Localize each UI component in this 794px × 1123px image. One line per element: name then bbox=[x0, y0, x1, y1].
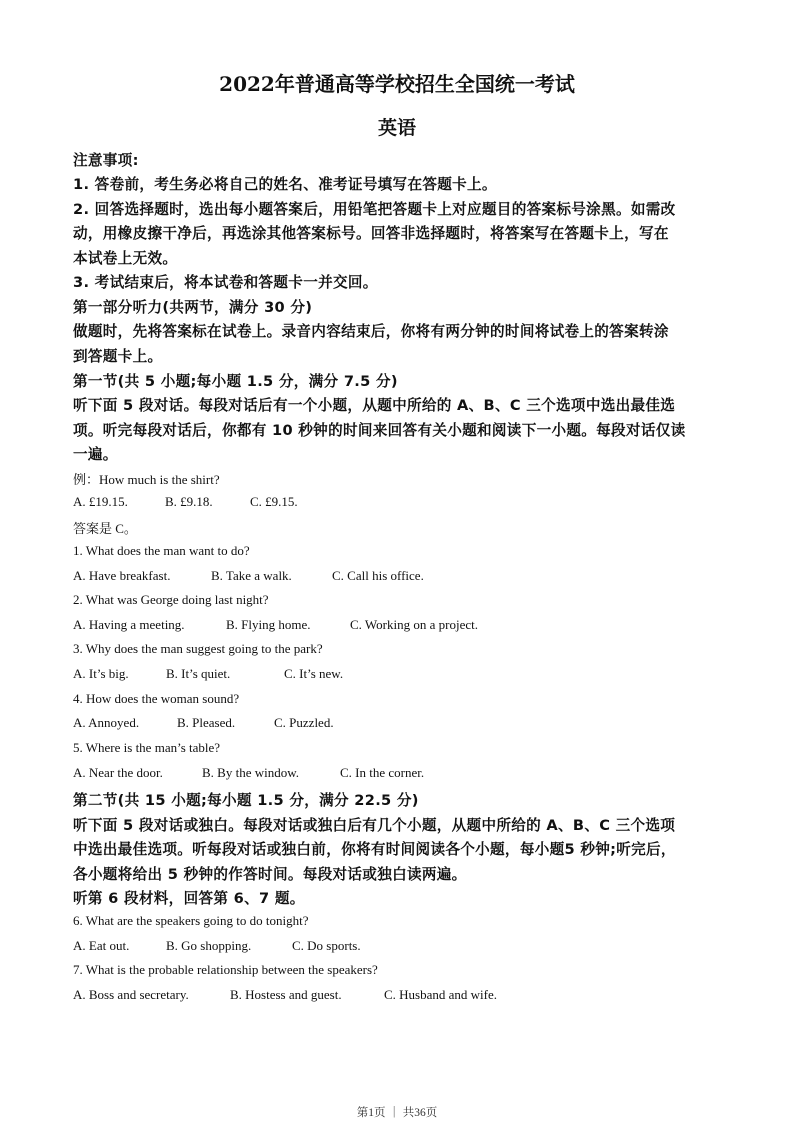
option: A. Annoyed. bbox=[73, 715, 140, 730]
notice-heading: 注意事项: bbox=[73, 152, 139, 169]
question: 6. What are the speakers going to do tonight? bbox=[73, 913, 309, 928]
example-options bbox=[73, 494, 298, 510]
notice-item: 动，用橡皮擦干净后，再选涂其他答案标号。回答非选择题时，将答案写在答题卡上，写在 bbox=[73, 225, 669, 242]
section1-heading: 第一节(共 5 小题;每小题 1.5 分，满分 7.5 分) bbox=[73, 373, 398, 390]
exam-title: 2022年普通高等学校招生全国统一考试 bbox=[219, 72, 575, 96]
section2-instruction: 各小题将给出 5 秒钟的作答时间。每段对话或独白读两遍。 bbox=[73, 866, 467, 883]
option: C. Puzzled. bbox=[274, 715, 334, 730]
section2-heading: 第二节(共 15 小题;每小题 1.5 分，满分 22.5 分) bbox=[73, 792, 419, 809]
option: C. Working on a project. bbox=[350, 617, 478, 632]
option: B. Hostess and guest. bbox=[230, 987, 342, 1002]
option: A. Boss and secretary. bbox=[73, 987, 189, 1002]
page-footer: 第1页 ｜ 共36页 bbox=[356, 1107, 438, 1119]
question: 3. Why does the man suggest going to the park? bbox=[73, 641, 323, 656]
section1-instruction: 一遍。 bbox=[73, 446, 118, 463]
options-row bbox=[73, 987, 497, 1003]
question: 7. What is the probable relationship between the speakers? bbox=[73, 962, 378, 977]
part1-instruction: 到答题卡上。 bbox=[73, 348, 163, 365]
option: A. Near the door. bbox=[73, 765, 163, 780]
notice-item: 1. 答卷前，考生务必将自己的姓名、准考证号填写在答题卡上。 bbox=[73, 176, 497, 193]
section1-instruction: 项。听完每段对话后，你都有 10 秒钟的时间来回答有关小题和阅读下一小题。每段对话仅读 bbox=[73, 422, 686, 439]
part1-heading: 第一部分听力(共两节，满分 30 分) bbox=[73, 299, 313, 316]
option: C. Call his office. bbox=[332, 568, 424, 583]
question: 2. What was George doing last night? bbox=[73, 592, 269, 607]
example-answer: 答案是 C。 bbox=[73, 521, 137, 536]
options-row bbox=[73, 715, 334, 731]
option: B. £9.18. bbox=[165, 494, 213, 509]
section2-instruction: 中选出最佳选项。听每段对话或独白前，你将有时间阅读各个小题，每小题5 秒钟;听完后， bbox=[73, 841, 676, 858]
options-row bbox=[73, 568, 424, 584]
option: C. Do sports. bbox=[292, 938, 361, 953]
option: A. It’s big. bbox=[73, 666, 129, 681]
option: B. It’s quiet. bbox=[166, 666, 231, 681]
question: 5. Where is the man’s table? bbox=[73, 740, 221, 755]
option: C. £9.15. bbox=[250, 494, 298, 509]
option: C. It’s new. bbox=[284, 666, 344, 681]
option: A. £19.15. bbox=[73, 494, 128, 509]
option: B. Pleased. bbox=[177, 715, 236, 730]
notice-item: 本试卷上无效。 bbox=[73, 250, 178, 267]
material-heading: 听第 6 段材料，回答第 6、7 题。 bbox=[73, 890, 305, 907]
part1-instruction: 做题时，先将答案标在试卷上。录音内容结束后，你将有两分钟的时间将试卷上的答案转涂 bbox=[73, 323, 669, 340]
option: A. Having a meeting. bbox=[73, 617, 185, 632]
notice-item: 3. 考试结束后，将本试卷和答题卡一并交回。 bbox=[73, 274, 378, 291]
option: C. In the corner. bbox=[340, 765, 425, 780]
example-question: 例：How much is the shirt? bbox=[73, 472, 220, 487]
option: B. By the window. bbox=[202, 765, 300, 780]
question: 1. What does the man want to do? bbox=[73, 543, 250, 558]
option: B. Go shopping. bbox=[166, 938, 252, 953]
option: B. Take a walk. bbox=[211, 568, 292, 583]
options-row bbox=[73, 938, 361, 954]
notice-item: 2. 回答选择题时，选出每小题答案后，用铅笔把答题卡上对应题目的答案标号涂黑。如需改 bbox=[73, 201, 676, 218]
question: 4. How does the woman sound? bbox=[73, 691, 240, 706]
subject-title: 英语 bbox=[377, 117, 416, 139]
option: A. Eat out. bbox=[73, 938, 130, 953]
options-row bbox=[73, 666, 343, 682]
section1-instruction: 听下面 5 段对话。每段对话后有一个小题，从题中所给的 A、B、C 三个选项中选出最佳选 bbox=[73, 397, 676, 414]
section2-instruction: 听下面 5 段对话或独白。每段对话或独白后有几个小题，从题中所给的 A、B、C 三个选项 bbox=[73, 817, 676, 834]
options-row bbox=[73, 617, 478, 633]
option: B. Flying home. bbox=[226, 617, 311, 632]
option: C. Husband and wife. bbox=[384, 987, 498, 1002]
options-row bbox=[73, 765, 424, 781]
option: A. Have breakfast. bbox=[73, 568, 171, 583]
